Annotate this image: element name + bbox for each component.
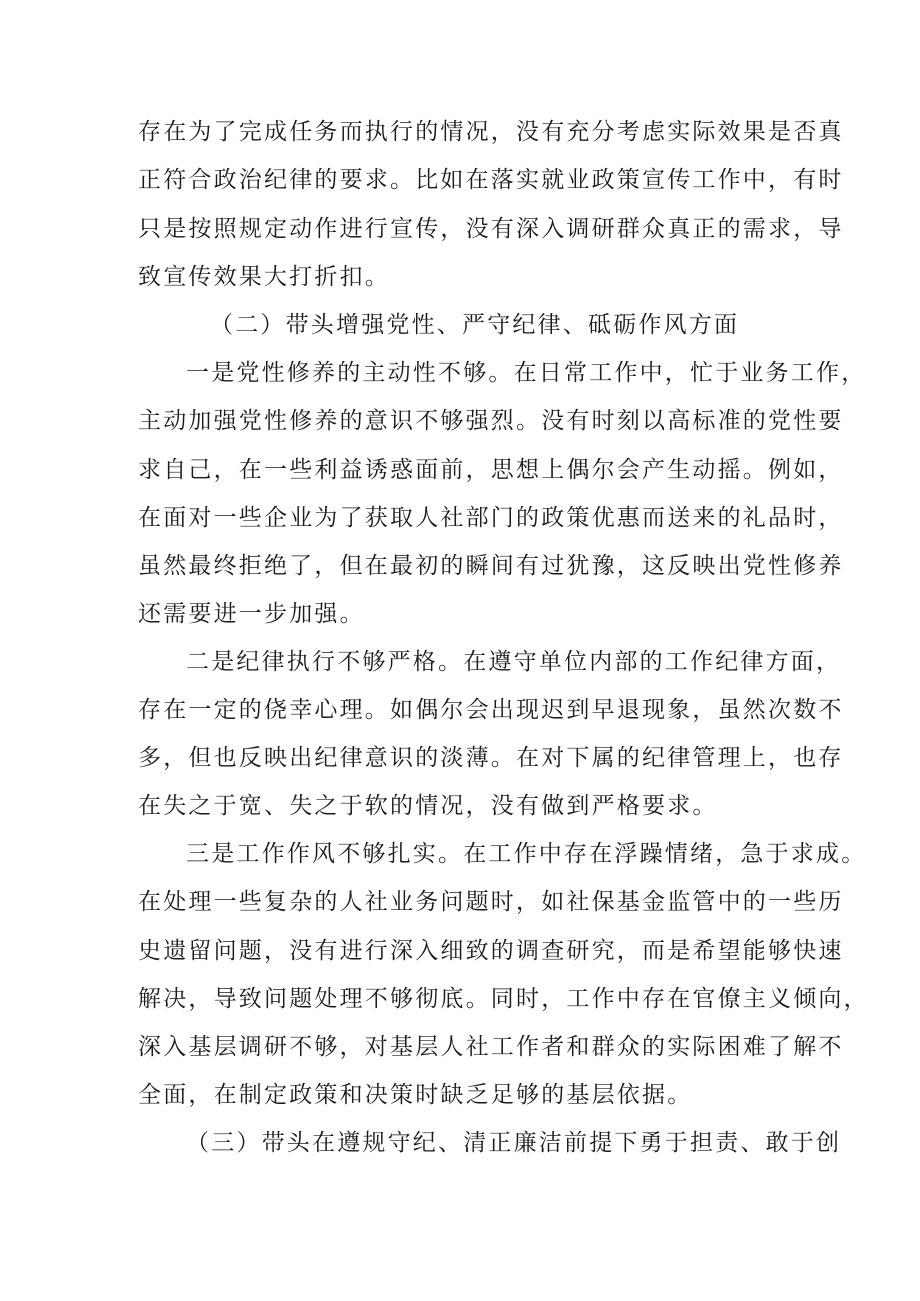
- text-line: 一是党性修养的主动性不够。在日常工作中，忙于业务工作，: [186, 360, 867, 386]
- text-line: 二是纪律执行不够严格。在遵守单位内部的工作纪律方面，: [186, 649, 842, 675]
- text-line: 存在为了完成任务而执行的情况，没有充分考虑实际效果是否真: [138, 119, 844, 145]
- text-line: 深入基层调研不够，对基层人社工作者和群众的实际困难了解不: [138, 1034, 844, 1060]
- text-line: 虽然最终拒绝了，但在最初的瞬间有过犹豫，这反映出党性修养: [138, 553, 844, 579]
- text-line: 三是工作作风不够扎实。在工作中存在浮躁情绪，急于求成。: [186, 841, 867, 867]
- text-line: 还需要进一步加强。: [138, 601, 365, 627]
- text-line: 正符合政治纪律的要求。比如在落实就业政策宣传工作中，有时: [138, 167, 844, 193]
- section-heading: （二）带头增强党性、严守纪律、砥砺作风方面: [210, 312, 740, 338]
- text-line: 在失之于宽、失之于软的情况，没有做到严格要求。: [138, 793, 718, 819]
- text-line: 全面，在制定政策和决策时缺乏足够的基层依据。: [138, 1082, 693, 1108]
- text-line: 存在一定的侥幸心理。如偶尔会出现迟到早退现象，虽然次数不: [138, 697, 844, 723]
- text-line: 史遗留问题，没有进行深入细致的调查研究，而是希望能够快速: [138, 938, 844, 964]
- text-line: 只是按照规定动作进行宣传，没有深入调研群众真正的需求，导: [138, 216, 844, 242]
- text-line: 求自己，在一些利益诱惑面前，思想上偶尔会产生动摇。例如，: [138, 457, 844, 483]
- section-heading: （三）带头在遵规守纪、清正廉洁前提下勇于担责、敢于创: [186, 1130, 842, 1156]
- text-line: 解决，导致问题处理不够彻底。同时，工作中存在官僚主义倾向，: [138, 986, 869, 1012]
- text-line: 多，但也反映出纪律意识的淡薄。在对下属的纪律管理上，也存: [138, 745, 844, 771]
- text-line: 在面对一些企业为了获取人社部门的政策优惠而送来的礼品时，: [138, 505, 844, 531]
- text-line: 致宣传效果大打折扣。: [138, 264, 390, 290]
- text-line: 主动加强党性修养的意识不够强烈。没有时刻以高标准的党性要: [138, 408, 844, 434]
- text-line: 在处理一些复杂的人社业务问题时，如社保基金监管中的一些历: [138, 889, 844, 915]
